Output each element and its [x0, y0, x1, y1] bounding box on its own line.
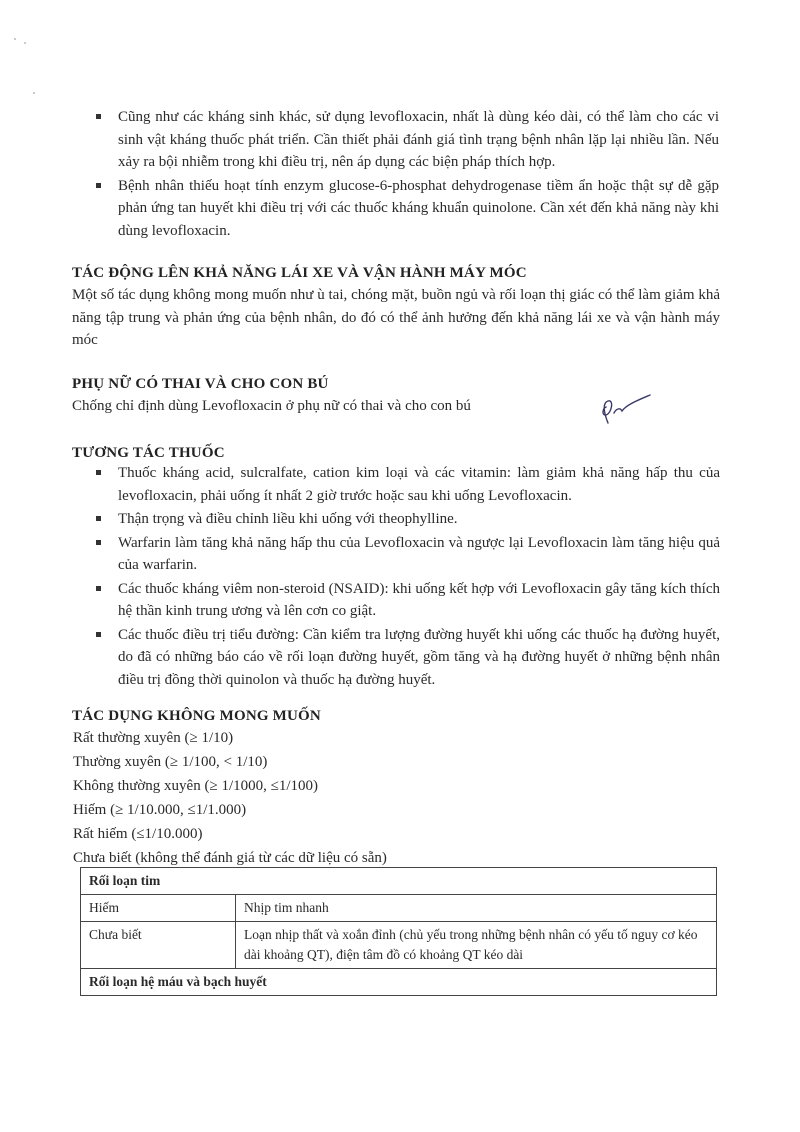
- intro-bullet-list: [92, 106, 719, 243]
- table-row: [81, 895, 717, 922]
- table-cell-frequency: Chưa biết: [81, 922, 236, 969]
- table-section-row: [81, 868, 717, 895]
- frequency-item: Rất hiếm (≤1/10.000): [73, 826, 203, 842]
- signature-mark: [596, 393, 656, 433]
- table-section-label: Rối loạn tim: [81, 868, 717, 895]
- list-item: Các thuốc điều trị tiểu đường: Cần kiểm tra lượng đường huyết khi uống các thuốc hạ đường huyết, do đã có những báo cáo về rối loạn đường huyết, gồm tăng và hạ đường huyết ở những bệnh nhân điều trị đồng thời quinolon và thuốc hạ đường huyết.: [92, 624, 720, 692]
- frequency-item: Hiếm (≥ 1/10.000, ≤1/1.000): [73, 802, 247, 818]
- interaction-bullet-list: [92, 462, 720, 692]
- section-heading-interactions: TƯƠNG TÁC THUỐC: [72, 445, 225, 461]
- scan-speck: [14, 38, 16, 40]
- frequency-item: Rất thường xuyên (≥ 1/10): [73, 730, 234, 746]
- table-cell-effect: Loạn nhịp thất và xoắn đỉnh (chủ yếu trong những bệnh nhân có yếu tố nguy cơ kéo dài khoảng QT), điện tâm đồ có khoảng QT kéo dài: [236, 922, 717, 969]
- scan-speck: [33, 92, 35, 94]
- table-cell-effect: Nhịp tim nhanh: [236, 895, 717, 922]
- list-item: Thuốc kháng acid, sulcralfate, cation kim loại và các vitamin: làm giảm khả năng hấp thu của levofloxacin, phải uống ít nhất 2 giờ trước hoặc sau khi uống Levofloxacin.: [92, 462, 720, 507]
- table-row: [81, 922, 717, 969]
- table-section-row: [81, 969, 717, 996]
- section-heading-pregnancy: PHỤ NỮ CÓ THAI VÀ CHO CON BÚ: [72, 376, 329, 392]
- frequency-item: Không thường xuyên (≥ 1/1000, ≤1/100): [73, 778, 319, 794]
- section-heading-driving: TÁC ĐỘNG LÊN KHẢ NĂNG LÁI XE VÀ VẬN HÀNH MÁY MÓC: [72, 265, 527, 281]
- frequency-list: [73, 726, 387, 870]
- frequency-item: Chưa biết (không thể đánh giá từ các dữ liệu có sẵn): [73, 850, 387, 866]
- table-section-label: Rối loạn hệ máu và bạch huyết: [81, 969, 717, 996]
- frequency-item: Thường xuyên (≥ 1/100, < 1/10): [73, 754, 268, 770]
- pregnancy-text: Chống chỉ định dùng Levofloxacin ở phụ nữ có thai và cho con bú: [72, 398, 471, 414]
- scan-speck: [24, 42, 26, 44]
- adverse-effects-table: [80, 867, 717, 996]
- list-item: Cũng như các kháng sinh khác, sử dụng levofloxacin, nhất là dùng kéo dài, có thể làm cho các vi sinh vật kháng thuốc phát triển. Cần thiết phải đánh giá tình trạng bệnh nhân lặp lại nhiều lần. Nếu xảy ra bội nhiễm trong khi điều trị, nên áp dụng các biện pháp thích hợp.: [92, 106, 719, 174]
- list-item: Warfarin làm tăng khả năng hấp thu của Levofloxacin và ngược lại Levofloxacin làm tăng hiệu quả của warfarin.: [92, 532, 720, 577]
- list-item: Bệnh nhân thiếu hoạt tính enzym glucose-6-phosphat dehydrogenase tiềm ẩn hoặc thật sự dễ gặp phản ứng tan huyết khi điều trị với các thuốc kháng khuẩn quinolone. Cần xét đến khả năng này khi dùng levofloxacin.: [92, 175, 719, 243]
- list-item: Các thuốc kháng viêm non-steroid (NSAID): khi uống kết hợp với Levofloxacin gây tăng kích thích hệ thần kinh trung ương và lên cơn co giật.: [92, 578, 720, 623]
- table-cell-frequency: Hiếm: [81, 895, 236, 922]
- section-heading-adverse: TÁC DỤNG KHÔNG MONG MUỐN: [72, 708, 321, 724]
- list-item: Thận trọng và điều chỉnh liều khi uống với theophylline.: [92, 508, 720, 531]
- driving-text: Một số tác dụng không mong muốn như ù tai, chóng mặt, buồn ngủ và rối loạn thị giác có thể làm giảm khả năng tập trung và phản ứng của bệnh nhân, do đó có thể ảnh hưởng đến khả năng lái xe và vận hành máy móc: [72, 287, 720, 348]
